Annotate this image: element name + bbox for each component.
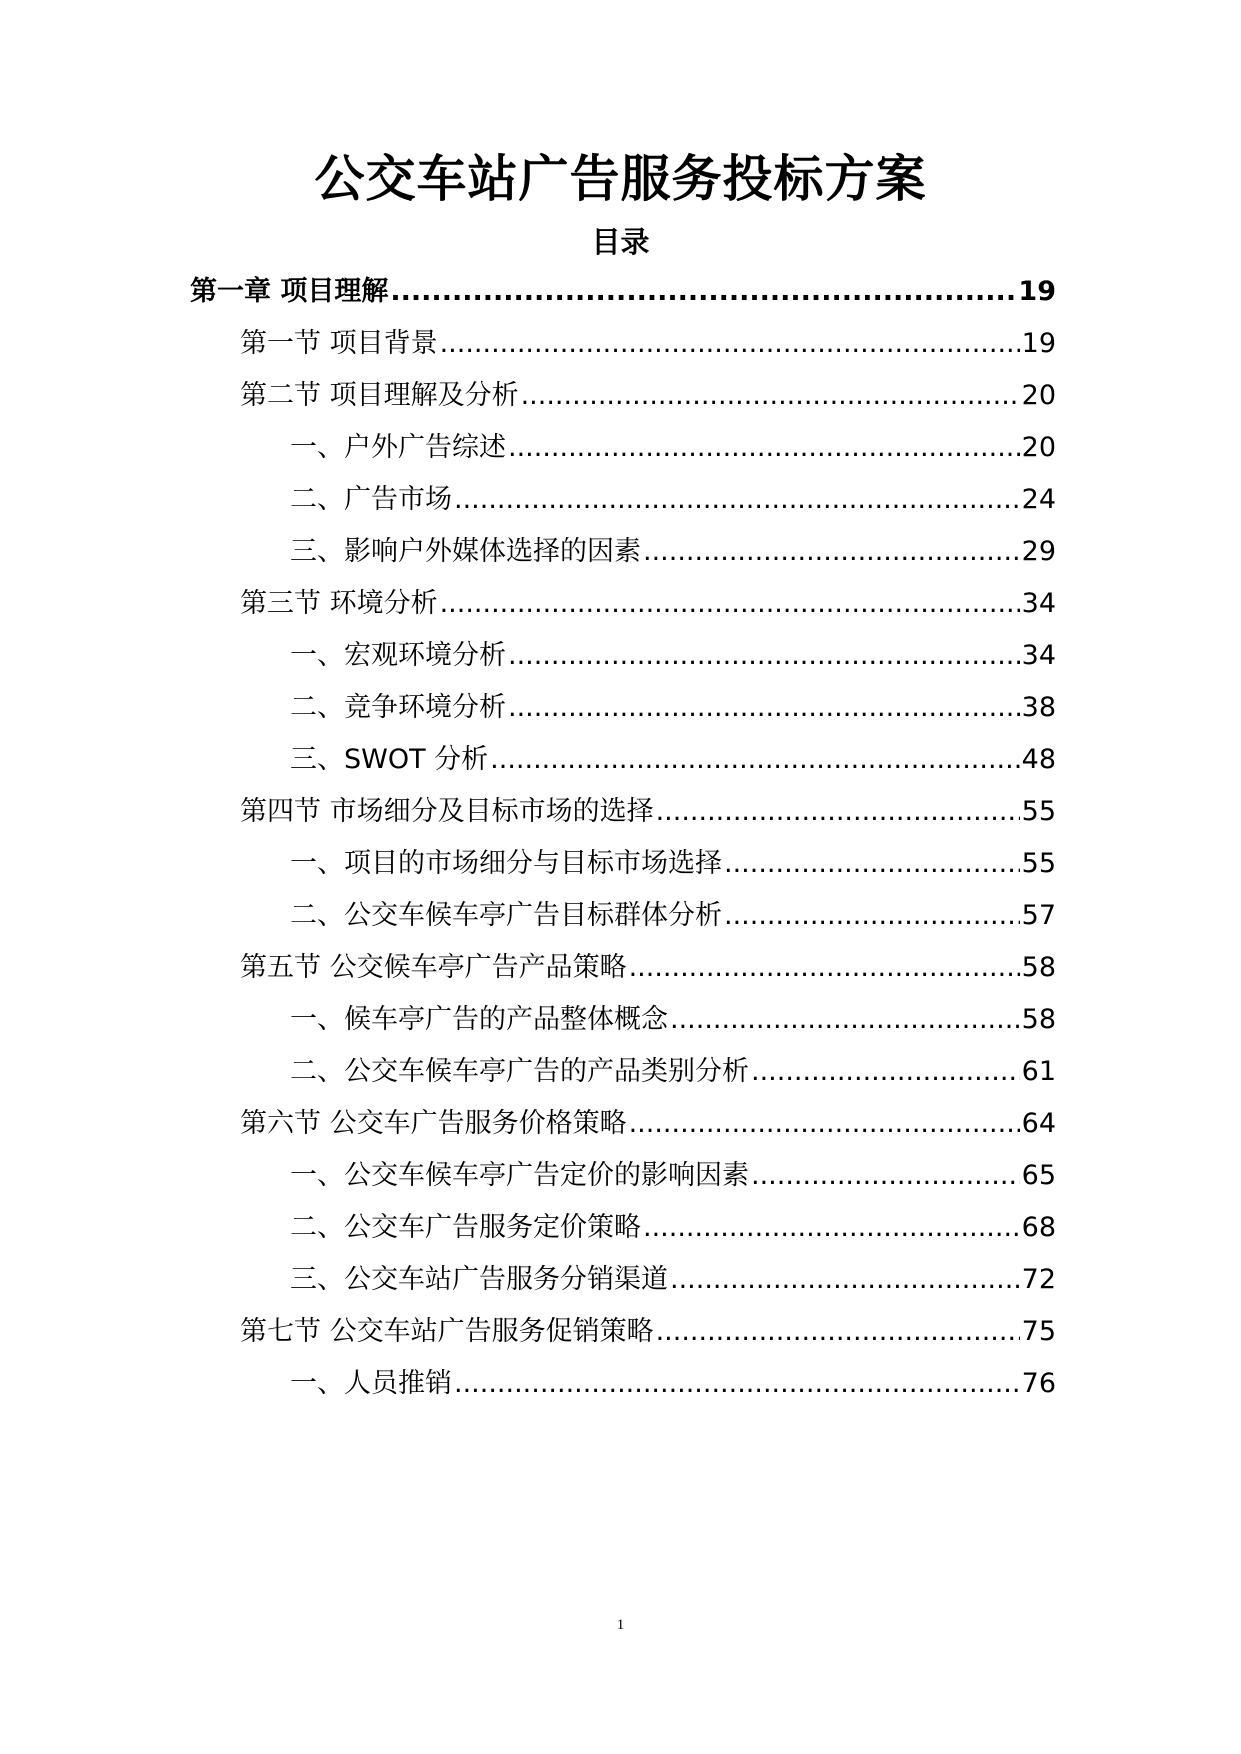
- toc-section-entry[interactable]: [240, 948, 1056, 988]
- toc-section-entry[interactable]: [240, 584, 1056, 624]
- toc-entry-page: 68: [1021, 1212, 1056, 1243]
- toc-section-entry[interactable]: [240, 1104, 1056, 1144]
- toc-leader-dots: [508, 428, 1020, 468]
- toc-entry-title: 一、宏观环境分析: [290, 640, 506, 671]
- toc-entry-page: 20: [1021, 380, 1056, 411]
- toc-leader-dots: [670, 1000, 1020, 1040]
- toc-section-entry[interactable]: [240, 792, 1056, 832]
- toc-leader-dots: [521, 376, 1020, 416]
- toc-subsection-entry[interactable]: [290, 740, 1056, 780]
- toc-entry-page: 29: [1021, 536, 1056, 567]
- toc-entry-page: 34: [1021, 588, 1056, 619]
- toc-entry-title: 第六节 公交车广告服务价格策略: [240, 1108, 627, 1139]
- toc-leader-dots: [656, 1312, 1020, 1352]
- toc-leader-dots: [490, 740, 1019, 780]
- toc-subsection-entry[interactable]: [290, 1208, 1056, 1248]
- toc-subsection-entry[interactable]: [290, 1052, 1056, 1092]
- toc-entry-page: 58: [1021, 1004, 1056, 1035]
- toc-entry-page: 19: [1018, 276, 1056, 307]
- toc-entry-page: 48: [1021, 744, 1056, 775]
- toc-entry-title: 二、广告市场: [290, 484, 452, 515]
- toc-leader-dots: [643, 532, 1020, 572]
- toc-section-entry[interactable]: [240, 324, 1056, 364]
- page-number: 1: [616, 1617, 625, 1633]
- toc-heading: 目录: [591, 225, 650, 259]
- toc-entry-page: 57: [1021, 900, 1056, 931]
- toc-entry-page: 72: [1021, 1264, 1056, 1295]
- toc-entry-title: 三、影响户外媒体选择的因素: [290, 536, 641, 567]
- toc-leader-dots: [440, 584, 1020, 624]
- toc-subsection-entry[interactable]: [290, 844, 1056, 884]
- toc-leader-dots: [751, 1052, 1020, 1092]
- toc-entry-title: 二、公交车广告服务定价策略: [290, 1212, 641, 1243]
- toc-entry-page: 75: [1021, 1316, 1056, 1347]
- document-title: 公交车站广告服务投标方案: [314, 150, 927, 208]
- toc-entry-title: 第一节 项目背景: [240, 328, 438, 359]
- toc-entry-page: 76: [1021, 1368, 1056, 1399]
- toc-entry-title: 第四节 市场细分及目标市场的选择: [240, 796, 654, 827]
- toc-entry-page: 55: [1021, 848, 1056, 879]
- toc-leader-dots: [508, 688, 1020, 728]
- toc-section-entry[interactable]: [240, 1312, 1056, 1352]
- toc-subsection-entry[interactable]: [290, 428, 1056, 468]
- toc-chapter-entry[interactable]: [190, 272, 1056, 312]
- toc-entry-page: 24: [1021, 484, 1056, 515]
- toc-entry-page: 20: [1021, 432, 1056, 463]
- toc-subsection-entry[interactable]: [290, 480, 1056, 520]
- toc-leader-dots: [670, 1260, 1020, 1300]
- toc-leader-dots: [643, 1208, 1020, 1248]
- toc-leader-dots: [629, 1104, 1020, 1144]
- toc-leader-dots: [454, 480, 1020, 520]
- toc-entry-page: 55: [1021, 796, 1056, 827]
- toc-subsection-entry[interactable]: [290, 1156, 1056, 1196]
- toc-entry-page: 65: [1021, 1160, 1056, 1191]
- toc-leader-dots: [508, 636, 1020, 676]
- toc-entry-page: 19: [1021, 328, 1056, 359]
- toc-entry-title: 二、公交车候车亭广告目标群体分析: [290, 900, 722, 931]
- toc-leader-dots: [656, 792, 1020, 832]
- toc-entry-page: 64: [1021, 1108, 1056, 1139]
- toc-entry-page: 34: [1021, 640, 1056, 671]
- toc-subsection-entry[interactable]: [290, 688, 1056, 728]
- toc-entry-title: 第一章 项目理解: [190, 276, 389, 307]
- toc-subsection-entry[interactable]: [290, 1364, 1056, 1404]
- toc-entry-title: 一、公交车候车亭广告定价的影响因素: [290, 1160, 749, 1191]
- toc-entry-title: 一、候车亭广告的产品整体概念: [290, 1004, 668, 1035]
- toc-entry-title: 一、户外广告综述: [290, 432, 506, 463]
- toc-entry-page: 58: [1021, 952, 1056, 983]
- toc-entry-title: 三、公交车站广告服务分销渠道: [290, 1264, 668, 1295]
- toc-leader-dots: [390, 272, 1016, 312]
- toc-entry-title: 第五节 公交候车亭广告产品策略: [240, 952, 627, 983]
- toc-subsection-entry[interactable]: [290, 896, 1056, 936]
- toc-subsection-entry[interactable]: [290, 532, 1056, 572]
- toc-entry-title: 第三节 环境分析: [240, 588, 438, 619]
- toc-entry-title: 三、SWOT 分析: [290, 744, 489, 775]
- toc-subsection-entry[interactable]: [290, 1260, 1056, 1300]
- toc-entry-title: 二、竞争环境分析: [290, 692, 506, 723]
- toc-leader-dots: [724, 896, 1020, 936]
- toc-entry-page: 38: [1021, 692, 1056, 723]
- toc-subsection-entry[interactable]: [290, 636, 1056, 676]
- toc-subsection-entry[interactable]: [290, 1000, 1056, 1040]
- toc-leader-dots: [724, 844, 1020, 884]
- toc-leader-dots: [629, 948, 1020, 988]
- toc-leader-dots: [751, 1156, 1020, 1196]
- toc-section-entry[interactable]: [240, 376, 1056, 416]
- toc-leader-dots: [454, 1364, 1020, 1404]
- toc-entry-title: 一、人员推销: [290, 1368, 452, 1399]
- toc-entry-title: 第二节 项目理解及分析: [240, 380, 519, 411]
- toc-entry-title: 第七节 公交车站广告服务促销策略: [240, 1316, 654, 1347]
- toc-leader-dots: [440, 324, 1020, 364]
- toc-entry-title: 一、项目的市场细分与目标市场选择: [290, 848, 722, 879]
- toc-entry-title: 二、公交车候车亭广告的产品类别分析: [290, 1056, 749, 1087]
- toc-entry-page: 61: [1021, 1056, 1056, 1087]
